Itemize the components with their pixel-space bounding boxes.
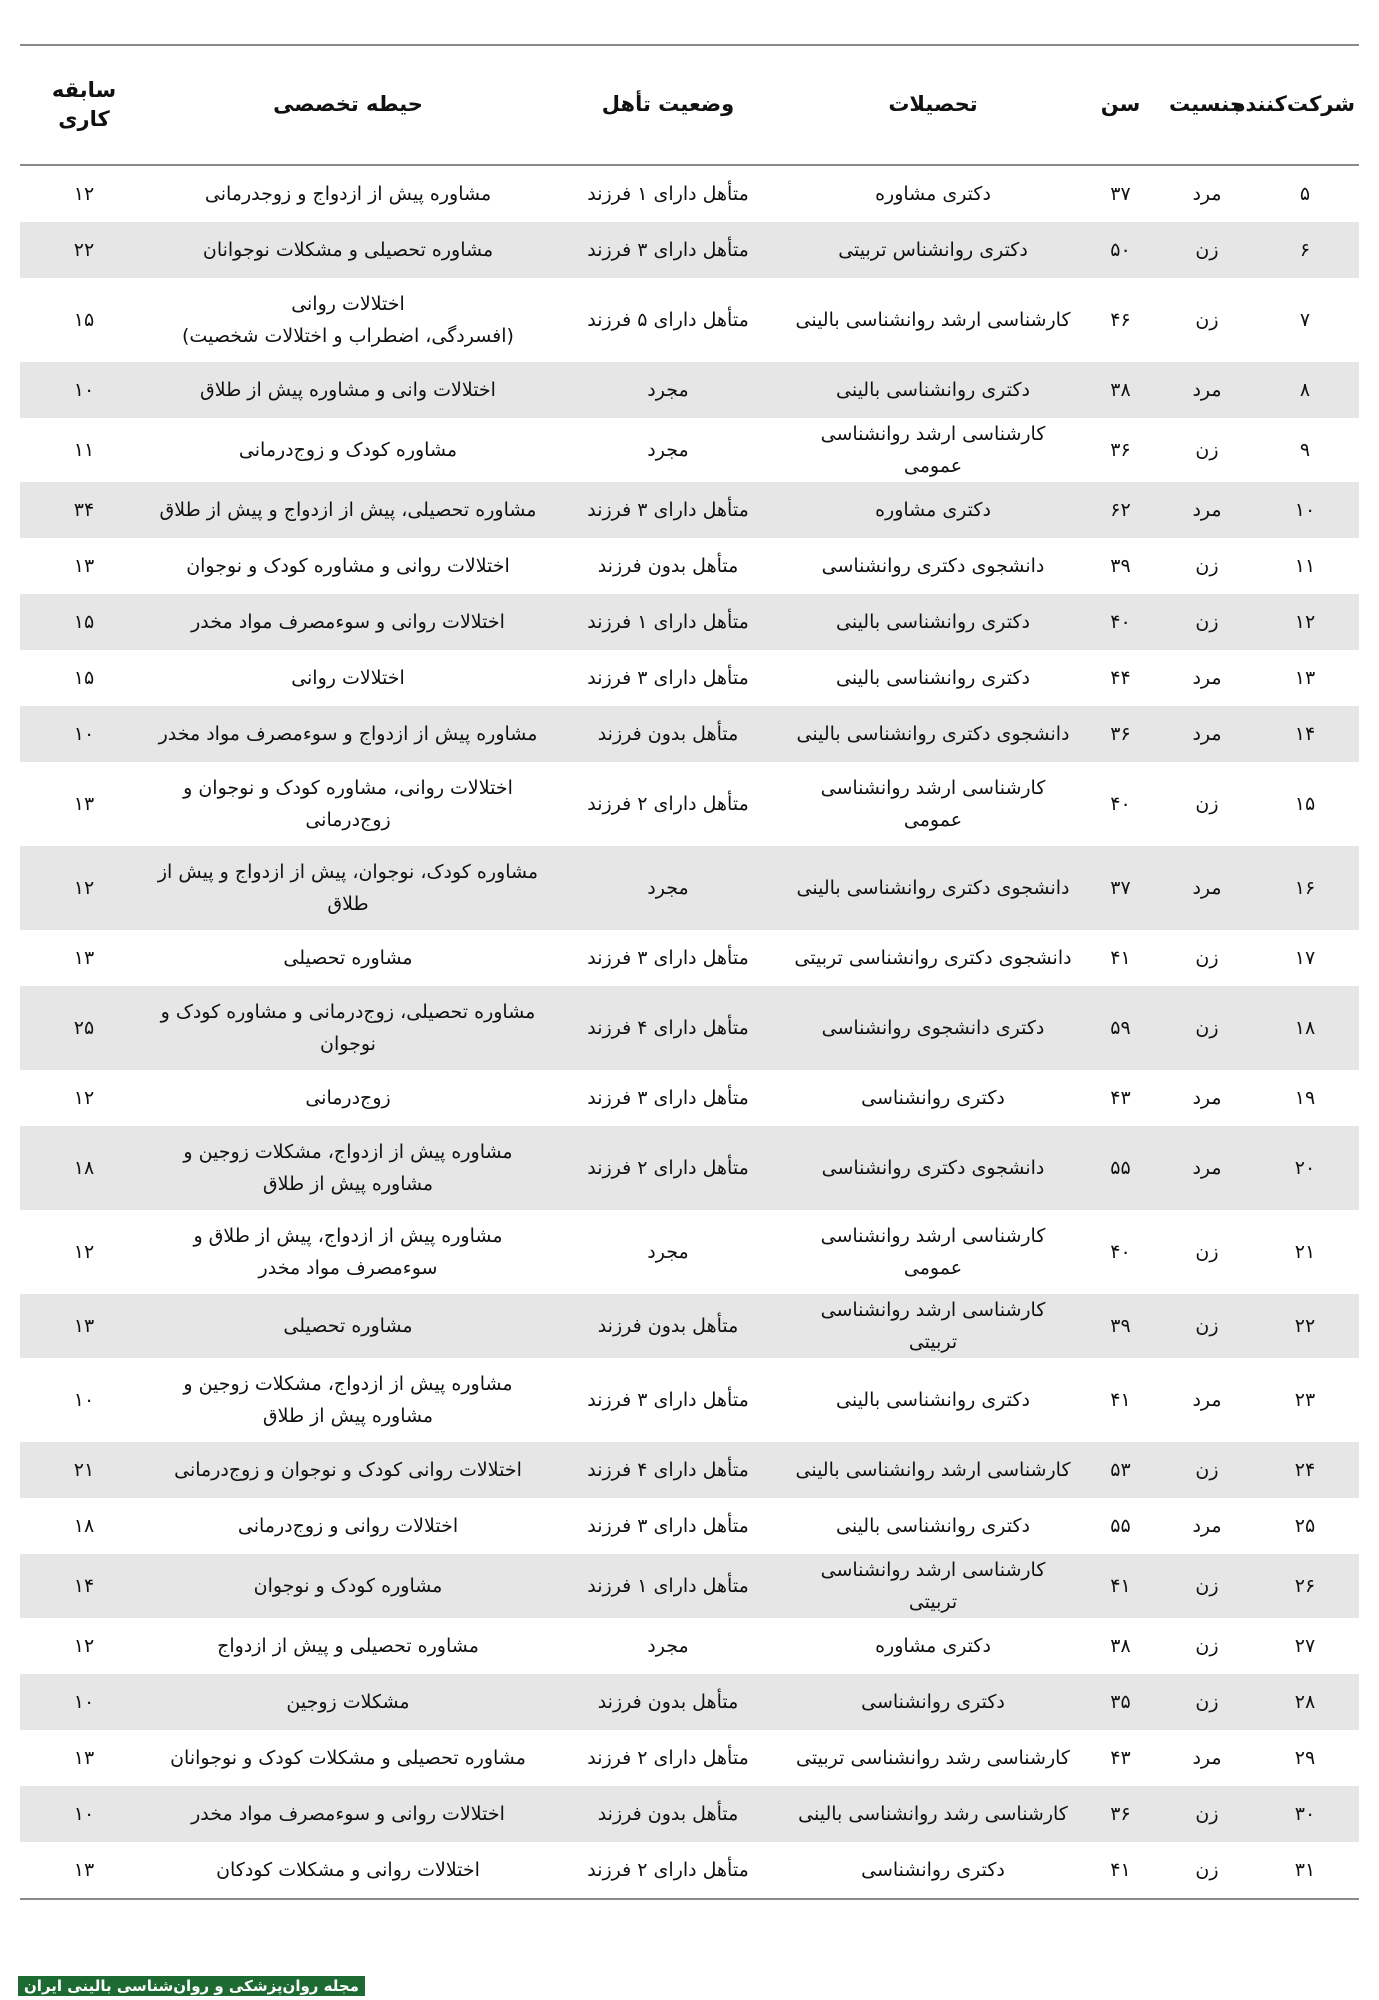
cell-gender: مرد [1192,1389,1222,1411]
cell-education: کارشناسی ارشد روانشناسی عمومی [820,1225,1046,1279]
cell-gender: مرد [1192,1515,1222,1537]
cell-specialty: اختلالات روانی (افسردگی، اضطراب و اختلالات شخصیت) [182,293,514,347]
cell-experience: ۱۳ [73,555,95,577]
cell-gender: مرد [1192,1747,1222,1769]
cell-age: ۵۵ [1110,1515,1131,1537]
cell-gender: زن [1195,793,1219,815]
table-row [20,1554,1359,1618]
table-row [20,1842,1359,1899]
cell-experience: ۱۲ [73,1087,95,1109]
cell-education: دانشجوی دکتری روانشناسی بالینی [788,706,1078,762]
cell-marital-status: متأهل بدون فرزند [548,1294,788,1358]
table-row [20,482,1359,538]
cell-age: ۴۰ [1078,594,1163,650]
cell-marital-status: متأهل دارای ۴ فرزند [548,1442,788,1498]
cell-experience: ۱۲ [73,1241,95,1263]
cell-gender: مرد [1192,183,1222,205]
cell-experience: ۲۲ [20,222,148,278]
cell-experience: ۱۸ [20,1126,148,1210]
cell-specialty: مشاوره تحصیلی و مشکلات نوجوانان [148,222,548,278]
cell-marital-status: مجرد [548,362,788,418]
cell-participant: ۱۴ [1251,706,1359,762]
cell-gender: مرد [1163,706,1251,762]
cell-specialty: مشاوره پیش از ازدواج و زوجدرمانی [204,183,492,205]
cell-specialty: مشاوره تحصیلی [283,947,413,969]
table-row [20,165,1359,222]
cell-experience: ۱۳ [73,793,95,815]
cell-specialty: مشاوره کودک، نوجوان، پیش از ازدواج و پیش از طلاق [148,846,548,930]
cell-participant: ۲۱ [1294,1241,1316,1263]
participants-table [20,44,1359,1900]
cell-education: کارشناسی ارشد روانشناسی تربیتی [788,1554,1078,1618]
cell-education: دانشجوی دکتری روانشناسی [821,555,1045,577]
cell-marital-status: مجرد [647,439,689,461]
cell-marital-status: متأهل دارای ۱ فرزند [548,594,788,650]
table-row [20,594,1359,650]
table-row [20,1618,1359,1674]
cell-marital-status: متأهل دارای ۳ فرزند [587,667,749,689]
table-row [20,1498,1359,1554]
table-row [20,1730,1359,1786]
cell-marital-status: متأهل دارای ۳ فرزند [587,1389,749,1411]
cell-gender: زن [1163,594,1251,650]
cell-experience: ۱۱ [73,439,95,461]
cell-marital-status: متأهل دارای ۲ فرزند [587,1859,749,1881]
cell-education: کارشناسی ارشد روانشناسی بالینی [788,1442,1078,1498]
table-row [20,538,1359,594]
cell-gender: زن [1163,1786,1251,1842]
cell-experience: ۱۵ [73,309,95,331]
cell-experience: ۲۵ [20,986,148,1070]
table-row [20,986,1359,1070]
table-row [20,846,1359,930]
cell-marital-status: متأهل دارای ۲ فرزند [587,793,749,815]
cell-gender: زن [1163,1442,1251,1498]
cell-experience: ۱۳ [73,1747,95,1769]
header-education: تحصیلات [788,45,1078,165]
cell-age: ۴۱ [1110,947,1131,969]
cell-participant: ۲۸ [1251,1674,1359,1730]
cell-education: دکتری روانشناس تربیتی [788,222,1078,278]
cell-participant: ۱۷ [1294,947,1316,969]
cell-gender: مرد [1163,362,1251,418]
table-row [20,222,1359,278]
cell-age: ۳۷ [1110,183,1131,205]
cell-specialty: مشاوره تحصیلی [148,1294,548,1358]
cell-age: ۵۹ [1078,986,1163,1070]
header-marital-status: وضعیت تأهل [548,45,788,165]
cell-education: دکتری روانشناسی بالینی [836,1515,1030,1537]
cell-specialty: مشاوره پیش از ازدواج، پیش از طلاق و سوء‌مصرف مواد مخدر [193,1225,503,1279]
cell-participant: ۳۰ [1251,1786,1359,1842]
cell-specialty: اختلالات روانی، مشاوره کودک و نوجوان و زوج‌درمانی [183,777,513,831]
header-specialty: حیطه تخصصی [148,45,548,165]
cell-age: ۵۳ [1078,1442,1163,1498]
cell-age: ۳۸ [1078,362,1163,418]
cell-age: ۵۵ [1078,1126,1163,1210]
journal-logo: مجله روان‌پزشکی و روان‌شناسی بالینی ایران [18,1976,365,1996]
cell-age: ۶۲ [1078,482,1163,538]
cell-gender: مرد [1163,482,1251,538]
table-row [20,1358,1359,1442]
cell-participant: ۱۲ [1251,594,1359,650]
cell-participant: ۲۶ [1251,1554,1359,1618]
cell-experience: ۱۲ [73,183,95,205]
cell-age: ۳۵ [1078,1674,1163,1730]
cell-experience: ۱۵ [20,594,148,650]
cell-gender: مرد [1192,1087,1222,1109]
cell-age: ۵۰ [1078,222,1163,278]
cell-participant: ۲۵ [1294,1515,1316,1537]
cell-participant: ۱۳ [1294,667,1316,689]
cell-gender: زن [1195,1635,1219,1657]
cell-marital-status: متأهل بدون فرزند [548,706,788,762]
table-row [20,418,1359,482]
header-gender: جنسیت [1163,45,1251,165]
cell-specialty: مشاوره پیش از ازدواج، مشکلات زوجین و مشاوره پیش از طلاق [148,1126,548,1210]
cell-specialty: زوج‌درمانی [305,1087,391,1109]
cell-experience: ۱۳ [73,947,95,969]
cell-specialty: اختلالات روانی و سوء‌مصرف مواد مخدر [148,594,548,650]
header-experience: سابقه کاری [20,45,148,165]
cell-education: دکتری مشاوره [788,482,1078,538]
cell-specialty: مشکلات زوجین [148,1674,548,1730]
cell-education: دکتری روانشناسی [788,1674,1078,1730]
cell-specialty: اختلالات روانی و مشاوره کودک و نوجوان [186,555,510,577]
cell-participant: ۱۸ [1251,986,1359,1070]
cell-participant: ۲۹ [1294,1747,1316,1769]
cell-age: ۴۱ [1110,1859,1131,1881]
cell-gender: مرد [1163,1126,1251,1210]
cell-participant: ۱۵ [1294,793,1316,815]
cell-experience: ۱۰ [20,706,148,762]
cell-participant: ۱۹ [1294,1087,1316,1109]
cell-education: دکتری روانشناسی بالینی [788,594,1078,650]
cell-marital-status: متأهل دارای ۵ فرزند [587,309,749,331]
cell-education: کارشناسی ارشد روانشناسی بالینی [795,309,1071,331]
cell-education: دانشجوی دکتری روانشناسی تربیتی [794,947,1072,969]
cell-experience: ۱۸ [73,1515,95,1537]
table-body [20,165,1359,1899]
cell-specialty: اختلالات وانی و مشاوره پیش از طلاق [148,362,548,418]
cell-education: دکتری روانشناسی [861,1859,1005,1881]
cell-marital-status: متأهل دارای ۳ فرزند [587,947,749,969]
cell-age: ۴۱ [1110,1389,1131,1411]
cell-age: ۳۶ [1078,706,1163,762]
cell-experience: ۱۳ [73,1859,95,1881]
cell-specialty: اختلالات روانی [291,667,405,689]
table-row [20,650,1359,706]
cell-participant: ۳۱ [1294,1859,1316,1881]
cell-gender: زن [1195,1859,1219,1881]
cell-gender: زن [1195,1241,1219,1263]
cell-marital-status: متأهل دارای ۳ فرزند [587,1515,749,1537]
cell-age: ۳۶ [1110,439,1131,461]
cell-participant: ۶ [1251,222,1359,278]
cell-education: دکتری دانشجوی روانشناسی [788,986,1078,1070]
cell-age: ۳۶ [1078,1786,1163,1842]
cell-age: ۴۶ [1110,309,1131,331]
cell-education: دکتری مشاوره [875,1635,991,1657]
table-row [20,1674,1359,1730]
cell-gender: زن [1163,1554,1251,1618]
cell-education: کارشناسی رشد روانشناسی تربیتی [796,1747,1070,1769]
table-row [20,1442,1359,1498]
cell-gender: مرد [1192,667,1222,689]
cell-specialty: اختلالات روانی و سوء‌مصرف مواد مخدر [148,1786,548,1842]
cell-specialty: مشاوره کودک و زوج‌درمانی [238,439,458,461]
cell-age: ۳۹ [1078,1294,1163,1358]
cell-age: ۴۳ [1110,1747,1131,1769]
cell-experience: ۱۰ [20,1674,148,1730]
cell-specialty: اختلالات روانی و زوج‌درمانی [237,1515,459,1537]
cell-experience: ۱۰ [20,362,148,418]
table-row [20,1070,1359,1126]
cell-marital-status: متأهل دارای ۳ فرزند [548,222,788,278]
cell-education: دانشجوی دکتری روانشناسی بالینی [788,846,1078,930]
cell-age: ۴۱ [1078,1554,1163,1618]
cell-specialty: مشاوره کودک و نوجوان [148,1554,548,1618]
cell-education: دکتری مشاوره [875,183,991,205]
cell-marital-status: متأهل دارای ۴ فرزند [548,986,788,1070]
cell-gender: مرد [1163,846,1251,930]
cell-specialty: مشاوره تحصیلی، زوج‌درمانی و مشاوره کودک و نوجوان [148,986,548,1070]
cell-education: کارشناسی ارشد روانشناسی عمومی [820,777,1046,831]
cell-gender: زن [1195,555,1219,577]
cell-education: دانشجوی دکتری روانشناسی [788,1126,1078,1210]
cell-gender: زن [1163,222,1251,278]
cell-education: دکتری روانشناسی بالینی [836,667,1030,689]
cell-experience: ۳۴ [20,482,148,538]
cell-age: ۳۹ [1110,555,1131,577]
cell-age: ۴۴ [1110,667,1131,689]
cell-specialty: مشاوره تحصیلی و مشکلات کودک و نوجوانان [170,1747,526,1769]
cell-age: ۳۸ [1110,1635,1131,1657]
cell-gender: زن [1163,1294,1251,1358]
cell-experience: ۲۱ [20,1442,148,1498]
table-row [20,930,1359,986]
cell-participant: ۲۷ [1294,1635,1316,1657]
cell-marital-status: مجرد [548,846,788,930]
cell-gender: زن [1195,439,1219,461]
cell-participant: ۲۳ [1294,1389,1316,1411]
cell-age: ۳۷ [1078,846,1163,930]
cell-marital-status: متأهل دارای ۳ فرزند [587,1087,749,1109]
cell-experience: ۱۰ [20,1786,148,1842]
cell-participant: ۲۴ [1251,1442,1359,1498]
cell-participant: ۹ [1299,439,1311,461]
cell-participant: ۱۰ [1251,482,1359,538]
cell-marital-status: متأهل بدون فرزند [597,555,739,577]
cell-gender: زن [1195,947,1219,969]
cell-education: کارشناسی ارشد روانشناسی عمومی [820,423,1046,477]
cell-gender: زن [1163,1674,1251,1730]
cell-age: ۴۰ [1110,793,1131,815]
cell-marital-status: متأهل دارای ۱ فرزند [548,1554,788,1618]
cell-gender: زن [1195,309,1219,331]
cell-participant: ۸ [1251,362,1359,418]
cell-marital-status: متأهل دارای ۳ فرزند [548,482,788,538]
cell-marital-status: متأهل دارای ۱ فرزند [587,183,749,205]
table-row [20,706,1359,762]
header-age: سن [1078,45,1163,165]
cell-marital-status: متأهل بدون فرزند [548,1786,788,1842]
cell-experience: ۱۳ [20,1294,148,1358]
table-row [20,1786,1359,1842]
cell-experience: ۱۴ [20,1554,148,1618]
cell-specialty: اختلالات روانی و مشکلات کودکان [216,1859,480,1881]
header-participant: شرکت‌کننده [1251,45,1359,165]
cell-participant: ۷ [1299,309,1311,331]
cell-participant: ۲۰ [1251,1126,1359,1210]
cell-marital-status: متأهل دارای ۲ فرزند [548,1126,788,1210]
cell-age: ۴۳ [1110,1087,1131,1109]
cell-marital-status: متأهل بدون فرزند [548,1674,788,1730]
cell-education: کارشناسی ارشد روانشناسی تربیتی [788,1294,1078,1358]
table-row [20,1210,1359,1294]
cell-specialty: مشاوره تحصیلی، پیش از ازدواج و پیش از طلاق [148,482,548,538]
cell-experience: ۱۵ [73,667,95,689]
cell-education: کارشناسی رشد روانشناسی بالینی [788,1786,1078,1842]
table-row [20,762,1359,846]
cell-specialty: مشاوره پیش از ازدواج و سوء‌مصرف مواد مخدر [148,706,548,762]
cell-specialty: مشاوره پیش از ازدواج، مشکلات زوجین و مشاوره پیش از طلاق [183,1373,513,1427]
table-header-row [20,45,1359,165]
table-row [20,1294,1359,1358]
cell-education: دکتری روانشناسی بالینی [788,362,1078,418]
table-row [20,362,1359,418]
cell-gender: زن [1163,986,1251,1070]
cell-participant: ۲۲ [1251,1294,1359,1358]
cell-experience: ۱۲ [73,1635,95,1657]
cell-age: ۴۰ [1110,1241,1131,1263]
cell-marital-status: مجرد [647,1241,689,1263]
cell-experience: ۱۲ [20,846,148,930]
cell-specialty: اختلالات روانی کودک و نوجوان و زوج‌درمانی [148,1442,548,1498]
cell-education: دکتری روانشناسی [861,1087,1005,1109]
cell-specialty: مشاوره تحصیلی و پیش از ازدواج [217,1635,479,1657]
cell-participant: ۱۱ [1294,555,1316,577]
cell-participant: ۵ [1299,183,1311,205]
cell-education: دکتری روانشناسی بالینی [836,1389,1030,1411]
cell-experience: ۱۰ [73,1389,95,1411]
cell-marital-status: متأهل دارای ۲ فرزند [587,1747,749,1769]
table-row [20,278,1359,362]
table-row [20,1126,1359,1210]
cell-marital-status: مجرد [647,1635,689,1657]
cell-participant: ۱۶ [1251,846,1359,930]
